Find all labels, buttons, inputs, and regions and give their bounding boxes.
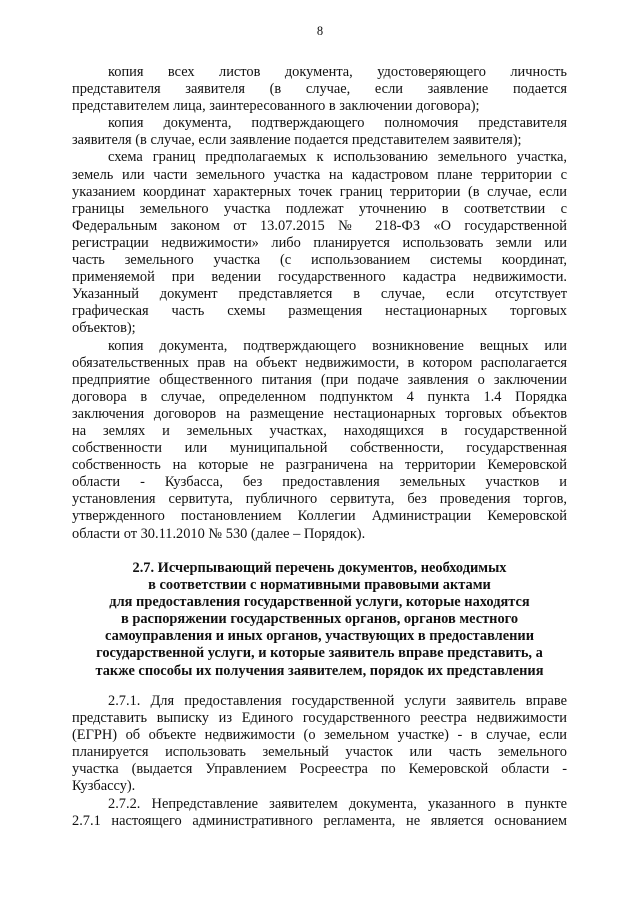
text-line: 2.7.2. Непредставление заявителем документа, указанного в пункте	[108, 795, 567, 812]
text-line: Кузбассу).	[72, 778, 136, 795]
text-line: копия документа, подтверждающего полномочия представителя	[108, 115, 567, 132]
section-heading	[72, 560, 567, 680]
text-line: 2.7.1 настоящего административного регламента, не является основанием	[72, 812, 567, 829]
text-line: часть земельного участка (с использованием системы координат,	[72, 252, 567, 269]
text-line: утвержденного постановлением Коллегии Администрации Кемеровской	[72, 508, 567, 525]
text-line: копия документа, подтверждающего возникновение вещных или	[108, 337, 567, 354]
text-line: представителя заявителя (в случае, если заявление подается	[72, 81, 567, 98]
text-line: указанием координат характерных точек границ территории (в случае, если	[72, 183, 567, 200]
text-line: установления сервитута, публичного сервитута, без проведения торгов,	[72, 491, 567, 508]
text-line: участка (выдается Управлением Росреестра по Кемеровской области -	[72, 761, 567, 778]
text-line: обязательственных прав на объект недвижимости, в котором располагается	[72, 354, 567, 371]
text-line: границы земельного участка подлежат уточнению в соответствии с	[72, 200, 567, 217]
text-line: заключения договоров на размещение нестационарных торговых объектов	[72, 405, 567, 422]
text-line: собственности или муниципальной собственности, государственная	[72, 440, 567, 457]
text-line: Указанный документ представляется в случае, если отсутствует	[72, 286, 567, 303]
text-line: заявителя (в случае, если заявление подается представителем заявителя);	[72, 132, 522, 149]
heading-line: в соответствии с нормативными правовыми актами	[148, 577, 491, 594]
text-line: применяемой при ведении государственного кадастра недвижимости.	[72, 269, 567, 286]
text-line: Федеральным законом от 13.07.2015 № 218-ФЗ «О государственной	[72, 217, 567, 234]
document-body-part2	[72, 693, 567, 830]
text-line: регистрации недвижимости» либо планируется использовать земли или	[72, 234, 567, 251]
text-line: 2.7.1. Для предоставления государственной услуги заявитель вправе	[108, 693, 567, 709]
document-body-part1	[72, 64, 567, 543]
text-line: области от 30.11.2010 № 530 (далее – Порядок).	[72, 525, 366, 542]
text-line: объектов);	[72, 320, 136, 337]
heading-line: 2.7. Исчерпывающий перечень документов, необходимых	[132, 560, 507, 576]
text-line: представителем лица, заинтересованного в заключении договора);	[72, 98, 480, 115]
text-line: копия всех листов документа, удостоверяющего личность	[108, 64, 567, 80]
text-line: предприятие общественного питания (при подаче заявления о заключении	[72, 371, 567, 388]
text-line: области - Кузбасса, без предоставления земельных участков и	[72, 474, 567, 491]
page-number: 8	[316, 24, 324, 38]
heading-line: самоуправления и иных органов, участвующих в предоставлении	[105, 628, 534, 645]
text-line: (ЕГРН) об объекте недвижимости (о земельном участке) - в случае, если	[72, 727, 567, 744]
text-line: договора в случае, определенном подпунктом 4 пункта 1.4 Порядка	[72, 388, 567, 405]
heading-line: также способы их получения заявителем, порядок их представления	[95, 662, 544, 679]
text-line: схема границ предполагаемых к использованию земельного участка,	[108, 149, 567, 166]
text-line: на землях и земельных участках, находящихся в государственной	[72, 422, 567, 439]
text-line: планируется использовать земельный участок или часть земельного	[72, 744, 567, 761]
text-line: представить выписку из Единого государственного реестра недвижимости	[72, 710, 567, 727]
text-line: земель или части земельного участка на кадастровом плане территории с	[72, 166, 567, 183]
heading-line: для предоставления государственной услуги, которые находятся	[109, 594, 530, 611]
heading-line: государственной услуги, и которые заявитель вправе представить, а	[96, 645, 543, 662]
text-line: собственность на которые не разграничена на территории Кемеровской	[72, 457, 567, 474]
text-line: графическая часть схемы размещения нестационарных торговых	[72, 303, 567, 320]
heading-line: в распоряжении государственных органов, органов местного	[120, 611, 519, 628]
